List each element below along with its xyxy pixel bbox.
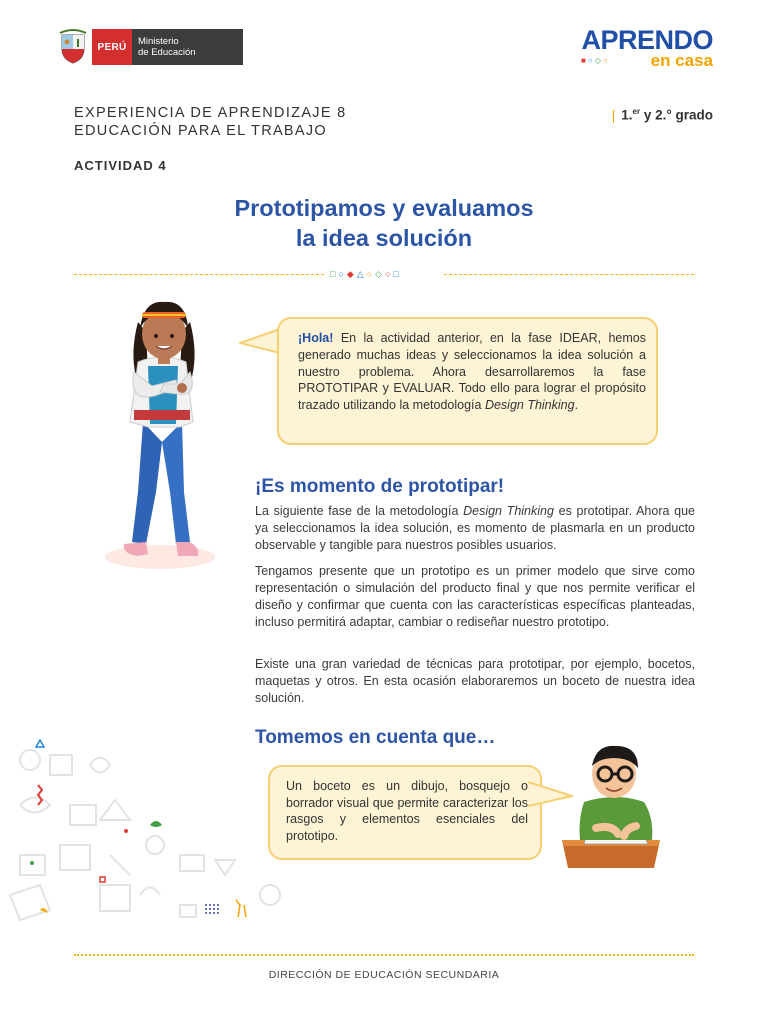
- grade-label: | 1.$^{er}$ y 2.° grado: [611, 107, 713, 123]
- paragraph-1: La siguiente fase de la metodología Design Thinking es prototipar. Ahora que ya seleccionamos la idea solución, es momento de plasmarla en un producto observable y tangible para nuestros posibles usuarios.: [255, 504, 695, 552]
- section-heading-prototipar: ¡Es momento de prototipar!: [255, 476, 505, 497]
- boy-drawing-illustration: [556, 740, 666, 870]
- education-doodles-icon: [0, 735, 300, 935]
- brand-line2: en casa: [650, 51, 713, 70]
- divider-shapes-icon: □○◆△○◇○□: [330, 269, 402, 279]
- brand-shapes-icon: ■○◇○: [581, 56, 610, 65]
- footer-text: DIRECCIÓN DE EDUCACIÓN SECUNDARIA: [268, 969, 500, 981]
- divider-right: [444, 274, 694, 275]
- paragraph-3: Existe una gran variedad de técnicas para prototipar, por ejemplo, bocetos, maquetas y otros. En esta ocasión elaboraremos un boceto de nuestra idea solución.: [255, 657, 695, 705]
- footer-divider: [74, 954, 694, 956]
- intro-speech-bubble: ¡Hola! En la actividad anterior, en la fase IDEAR, hemos generado muchas ideas y seleccionamos la idea solución a nuestro problema. Ahora desarrollaremos la fase PROTOTIPAR y EVALUAR. Todo ello para lograr el propósito trazado utilizando la metodología Design Thinking.: [277, 317, 658, 445]
- gov-country-label: PERÚ: [92, 29, 132, 65]
- brand-line1: APRENDO: [581, 25, 713, 55]
- peru-shield-icon: [58, 29, 88, 65]
- paragraph-2: Tengamos presente que un prototipo es un primer modelo que sirve como representación o simulación del producto final y que nos permite verificar el diseño y confirmar que cuenta con las características específicas planteadas, incluso permitirá adaptar, cambiar o rediseñar nuestro prototipo.: [255, 564, 695, 629]
- gov-ministry-label: Ministerio de Educación: [132, 29, 243, 65]
- page-title: Prototipamos y evaluamos la idea solución: [234, 195, 534, 251]
- speech-bubble-tail: [238, 323, 282, 363]
- section-heading-tomemos: Tomemos en cuenta que…: [255, 727, 496, 748]
- activity-label: ACTIVIDAD 4: [74, 158, 167, 173]
- girl-illustration: [98, 292, 228, 577]
- experience-heading: EXPERIENCIA DE APRENDIZAJE 8 EDUCACIÓN PARA EL TRABAJO: [74, 105, 347, 139]
- government-logo: [58, 29, 243, 65]
- divider-left: [74, 274, 324, 275]
- definition-speech-bubble: Un boceto es un dibujo, bosquejo o borrador visual que permite caracterizar los rasgos y elementos esenciales del prototipo.: [268, 765, 542, 860]
- aprendo-en-casa-logo: [573, 26, 713, 70]
